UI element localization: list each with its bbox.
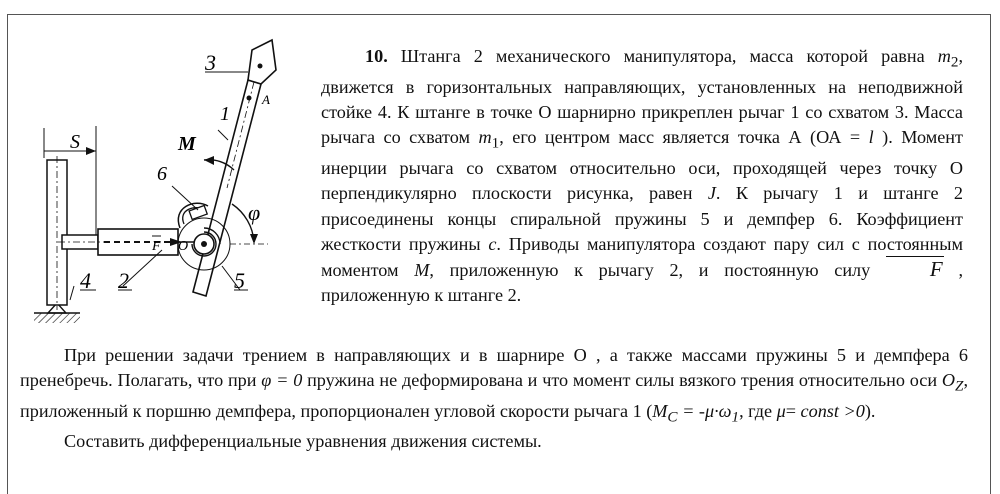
gripper-3 [209, 40, 276, 84]
label-s: S [70, 131, 80, 153]
label-phi: φ [248, 200, 261, 225]
label-f: F [152, 239, 161, 254]
problem-paragraph-2: При решении задачи трением в направляющих и в шарнире О , а также массами пружины 5 и демпфера 6 пренебречь. Полагать, что при φ = 0 пружина не деформирована и что момент силы вязкого трения относительно оси $O_Z$, приложенный к поршню демпфера, пропорционален угловой скорости рычага 1 ($M_C = -\mu\cdot\omega_1$, где μ= const >0). [20, 345, 968, 426]
manipulator-diagram [22, 28, 312, 338]
label-5: 5 [234, 268, 245, 293]
label-o: O [178, 239, 189, 254]
label-m: M [178, 133, 196, 155]
problem-number: 10. [365, 46, 388, 66]
leader-line-1 [218, 130, 228, 140]
label-2: 2 [118, 268, 129, 293]
label-a: A [262, 92, 270, 107]
problem-task: Составить дифференциальные уравнения движения системы. [64, 431, 542, 452]
leader-line-4 [70, 286, 74, 300]
label-3: 3 [205, 50, 216, 75]
label-6: 6 [157, 163, 167, 185]
force-symbol: F [886, 257, 943, 282]
problem-conditions [20, 343, 968, 454]
stand-4 [47, 156, 67, 310]
problem-statement [321, 44, 963, 308]
point-a-marker [247, 96, 252, 101]
problem-paragraph-1: 10. Штанга 2 механического манипулятора, масса которой равна $m_2$, движется в горизонтальных направляющих, установленных на неподвижной стойке 4. К штанге в точке О шарнирно прикреплен рычаг 1 со схватом 3. Масса рычага со схватом $m_1$, его центром масс является точка А (ОА = l ). Момент инерции рычага со схватом относительно оси, проходящей через точку О перпендикулярно плоскости рисунка, равен J. К рычагу 1 и штанге 2 присоединены концы спиральной пружины 5 и демпфер 6. Коэффициент жесткости пружины c. Приводы манипулятора создают пару сил с постоянным моментом M, приложенную к рычагу 2, и постоянную силу F , приложенную к штанге 2. [321, 46, 963, 306]
rod-2 [58, 229, 198, 255]
label-4: 4 [80, 268, 91, 293]
manipulator-diagram-svg [22, 28, 312, 338]
label-1: 1 [220, 103, 230, 125]
